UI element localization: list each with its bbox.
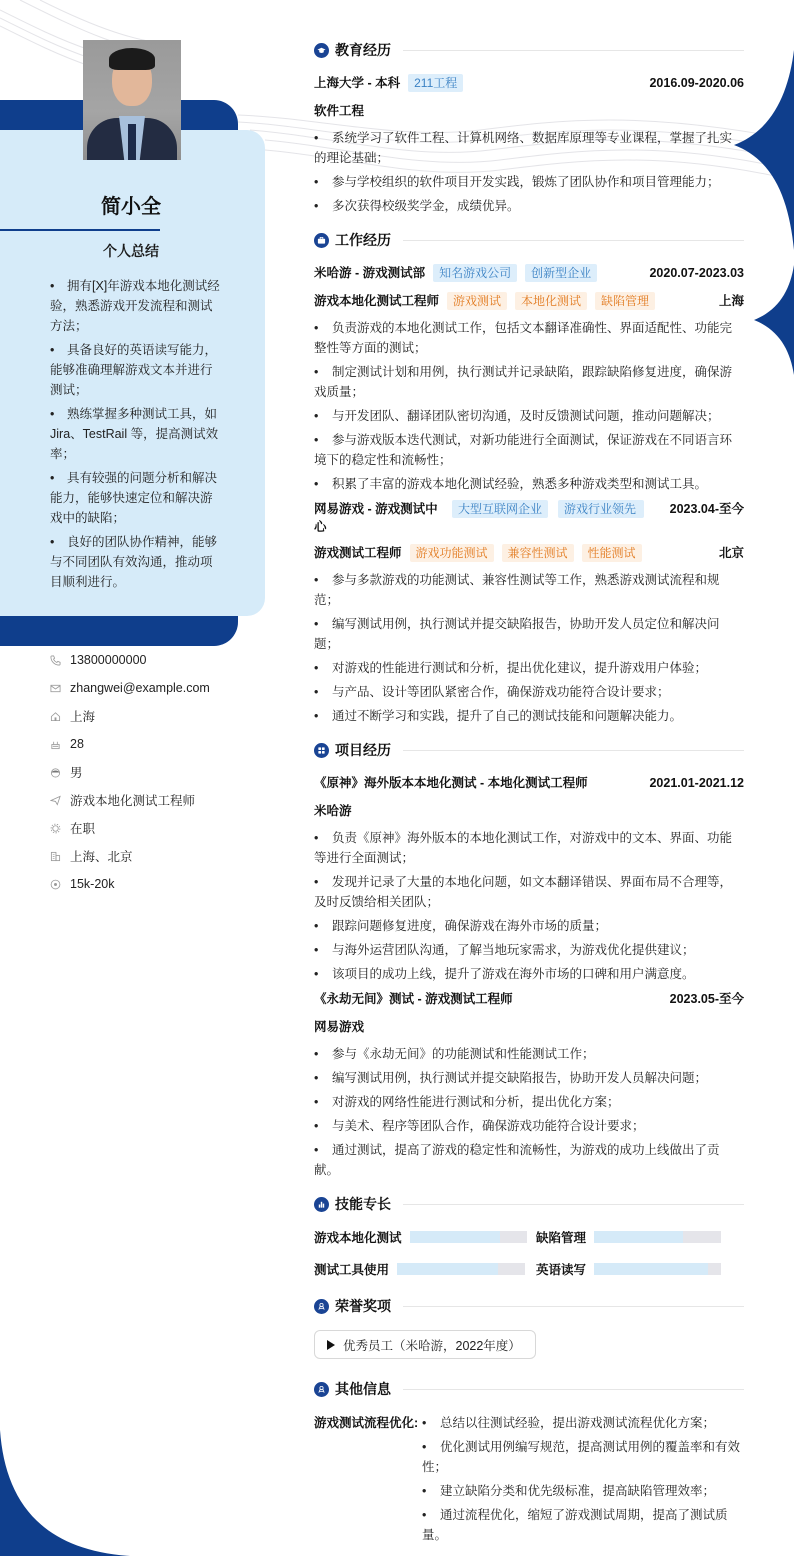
project-item bbox=[314, 990, 744, 1180]
section-rule bbox=[403, 1389, 744, 1390]
project-date: 2021.01-2021.12 bbox=[649, 776, 744, 790]
skill-label: 缺陷管理 bbox=[536, 1231, 587, 1245]
work-company-row bbox=[314, 264, 744, 282]
gear-icon bbox=[50, 823, 70, 834]
skill-item bbox=[314, 1260, 536, 1278]
contact-target-city bbox=[50, 842, 210, 870]
contact-value: zhangwei@example.com bbox=[70, 681, 210, 695]
briefcase-icon bbox=[314, 233, 329, 248]
work-bullets bbox=[314, 570, 744, 726]
list-item: • 建立缺陷分类和优先级标准，提高缺陷管理效率； bbox=[422, 1481, 744, 1501]
list-item: • 发现并记录了大量的本地化问题，如文本翻译错误、界面布局不合理等，及时反馈给相关团队； bbox=[314, 872, 744, 912]
contact-salary bbox=[50, 870, 210, 898]
list-item: • 负责游戏的本地化测试工作，包括文本翻译准确性、界面适配性、功能完整性等方面的测试； bbox=[314, 318, 744, 358]
skill-item bbox=[536, 1260, 744, 1278]
salary-icon bbox=[50, 879, 70, 890]
section-title: 荣誉奖项 bbox=[335, 1298, 391, 1314]
summary-list bbox=[50, 276, 220, 596]
section-header bbox=[314, 1296, 744, 1316]
name-divider bbox=[0, 229, 160, 231]
list-item: • 与产品、设计等团队紧密合作，确保游戏功能符合设计要求； bbox=[314, 682, 744, 702]
list-item: • 参与多款游戏的功能测试、兼容性测试等工作，熟悉游戏测试流程和规范； bbox=[314, 570, 744, 610]
list-item: • 制定测试计划和用例，执行测试并记录缺陷，跟踪缺陷修复进度，确保游戏质量； bbox=[314, 362, 744, 402]
role-tag: 游戏测试 bbox=[447, 292, 507, 310]
skill-label: 游戏本地化测试 bbox=[314, 1231, 402, 1245]
list-item: • 对游戏的网络性能进行测试和分析，提出优化方案； bbox=[314, 1092, 744, 1112]
role-tag: 兼容性测试 bbox=[502, 544, 574, 562]
work-item bbox=[314, 500, 744, 726]
company-tag: 游戏行业领先 bbox=[558, 500, 644, 518]
skill-item bbox=[536, 1228, 744, 1246]
contact-value: 15k-20k bbox=[70, 877, 115, 891]
decorative-bottom-left-wave bbox=[0, 1430, 130, 1556]
contact-value: 上海、北京 bbox=[70, 850, 133, 864]
other-bullets bbox=[422, 1413, 744, 1549]
work-item bbox=[314, 264, 744, 494]
mail-icon bbox=[50, 683, 70, 694]
list-item: • 总结以往测试经验，提出游戏测试流程优化方案； bbox=[422, 1413, 744, 1433]
phone-icon bbox=[50, 655, 70, 666]
info-badge-icon bbox=[314, 1382, 329, 1397]
work-company-row bbox=[314, 500, 744, 536]
gender-icon bbox=[50, 767, 70, 778]
list-item: • 与开发团队、翻译团队密切沟通，及时反馈测试问题，推动问题解决； bbox=[314, 406, 744, 426]
graduation-cap-icon bbox=[314, 43, 329, 58]
work-bullets bbox=[314, 318, 744, 494]
section-title: 其他信息 bbox=[335, 1381, 391, 1397]
list-item: • 参与《永劫无间》的功能测试和性能测试工作； bbox=[314, 1044, 744, 1064]
skill-bar-fill bbox=[410, 1231, 500, 1243]
awards-section bbox=[314, 1296, 744, 1379]
list-item: • 编写测试用例，执行测试并提交缺陷报告，协助开发人员定位和解决问题； bbox=[314, 614, 744, 654]
project-bullets bbox=[314, 828, 744, 984]
contact-value: 28 bbox=[70, 737, 84, 751]
section-rule bbox=[403, 1306, 744, 1307]
grid-icon bbox=[314, 743, 329, 758]
project-bullets bbox=[314, 1044, 744, 1180]
main-content bbox=[314, 40, 744, 1549]
section-header bbox=[314, 740, 744, 760]
list-item: • 通过不断学习和实践，提升了自己的测试技能和问题解决能力。 bbox=[314, 706, 744, 726]
contact-age bbox=[50, 730, 210, 758]
section-header bbox=[314, 40, 744, 60]
section-rule bbox=[403, 50, 744, 51]
avatar bbox=[83, 40, 181, 160]
contact-city bbox=[50, 702, 210, 730]
section-title: 技能专长 bbox=[335, 1196, 391, 1212]
list-item: • 跟踪问题修复进度，确保游戏在海外市场的质量； bbox=[314, 916, 744, 936]
work-city: 上海 bbox=[718, 294, 744, 308]
home-icon bbox=[50, 711, 70, 722]
project-org: 米哈游 bbox=[314, 804, 352, 818]
contact-value: 上海 bbox=[70, 710, 96, 724]
project-item bbox=[314, 774, 744, 984]
skill-bar bbox=[594, 1231, 721, 1243]
role-tag: 本地化测试 bbox=[515, 292, 587, 310]
summary-item: • 拥有[X]年游戏本地化测试经验，熟悉游戏开发流程和测试方法； bbox=[50, 276, 220, 336]
play-triangle-icon bbox=[327, 1340, 335, 1350]
work-role-row bbox=[314, 544, 744, 562]
summary-item: • 具有较强的问题分析和解决能力，能够快速定位和解决游戏中的缺陷； bbox=[50, 468, 220, 528]
contact-status bbox=[50, 814, 210, 842]
skill-item bbox=[314, 1228, 536, 1246]
other-label: 游戏测试流程优化: bbox=[314, 1416, 419, 1430]
contact-phone bbox=[50, 646, 210, 674]
section-rule bbox=[403, 240, 744, 241]
school-tag: 211工程 bbox=[408, 74, 463, 92]
role-tag: 性能测试 bbox=[582, 544, 642, 562]
list-item: • 通过测试，提高了游戏的稳定性和流畅性，为游戏的成功上线做出了贡献。 bbox=[314, 1140, 744, 1180]
project-date: 2023.05-至今 bbox=[669, 992, 744, 1006]
summary-item: • 具备良好的英语读写能力，能够准确理解游戏文本并进行测试； bbox=[50, 340, 220, 400]
work-date: 2020.07-2023.03 bbox=[649, 266, 744, 280]
section-title: 教育经历 bbox=[335, 42, 391, 58]
contact-gender bbox=[50, 758, 210, 786]
list-item: • 编写测试用例，执行测试并提交缺陷报告，协助开发人员解决问题； bbox=[314, 1068, 744, 1088]
send-icon bbox=[50, 795, 70, 806]
section-header bbox=[314, 1379, 744, 1399]
company-name: 网易游戏 - 游戏测试中心 bbox=[314, 502, 438, 534]
bar-chart-icon bbox=[314, 1197, 329, 1212]
project-name: 《永劫无间》测试 - 游戏测试工程师 bbox=[314, 992, 513, 1006]
skill-bar-fill bbox=[594, 1231, 683, 1243]
project-org: 网易游戏 bbox=[314, 1020, 365, 1034]
summary-item: • 熟练掌握多种测试工具，如 Jira、TestRail 等，提高测试效率； bbox=[50, 404, 220, 464]
other-info-row bbox=[314, 1413, 744, 1549]
work-city: 北京 bbox=[718, 546, 744, 560]
building-icon bbox=[50, 851, 70, 862]
contact-email bbox=[50, 674, 210, 702]
award-label: 优秀员工（米哈游，2022年度） bbox=[343, 1338, 521, 1353]
section-title: 项目经历 bbox=[335, 742, 391, 758]
work-section bbox=[314, 230, 744, 726]
contact-value: 游戏本地化测试工程师 bbox=[70, 794, 196, 808]
project-header-row bbox=[314, 990, 744, 1008]
list-item: • 与美术、程序等团队合作，确保游戏功能符合设计要求； bbox=[314, 1116, 744, 1136]
school-name: 上海大学 - 本科 bbox=[314, 76, 401, 90]
contact-value: 在职 bbox=[70, 822, 96, 836]
projects-section bbox=[314, 740, 744, 1180]
role-name: 游戏本地化测试工程师 bbox=[314, 294, 440, 308]
company-tag: 大型互联网企业 bbox=[452, 500, 548, 518]
summary-title: 个人总结 bbox=[103, 243, 159, 259]
company-tag: 创新型企业 bbox=[525, 264, 597, 282]
skills-section bbox=[314, 1194, 744, 1278]
project-name: 《原神》海外版本本地化测试 - 本地化测试工程师 bbox=[314, 776, 588, 790]
work-date: 2023.04-至今 bbox=[669, 502, 744, 516]
list-item: • 对游戏的性能进行测试和分析，提出优化建议，提升游戏用户体验； bbox=[314, 658, 744, 678]
list-item: • 该项目的成功上线，提升了游戏在海外市场的口碑和用户满意度。 bbox=[314, 964, 744, 984]
award-icon bbox=[314, 1299, 329, 1314]
role-name: 游戏测试工程师 bbox=[314, 546, 402, 560]
project-header-row bbox=[314, 774, 744, 792]
education-section bbox=[314, 40, 744, 216]
skill-bar-fill bbox=[594, 1263, 708, 1275]
age-icon bbox=[50, 739, 70, 750]
section-header bbox=[314, 1194, 744, 1214]
list-item: • 参与学校组织的软件项目开发实践，锻炼了团队协作和项目管理能力； bbox=[314, 172, 744, 192]
education-date: 2016.09-2020.06 bbox=[649, 76, 744, 90]
contact-value: 13800000000 bbox=[70, 653, 147, 667]
contact-position bbox=[50, 786, 210, 814]
list-item: • 多次获得校级奖学金，成绩优异。 bbox=[314, 196, 744, 216]
list-item: • 通过流程优化，缩短了游戏测试周期，提高了测试质量。 bbox=[422, 1505, 744, 1545]
section-title: 工作经历 bbox=[335, 232, 391, 248]
major: 软件工程 bbox=[314, 104, 365, 118]
list-item: • 积累了丰富的游戏本地化测试经验，熟悉多种游戏类型和测试工具。 bbox=[314, 474, 744, 494]
skill-bar bbox=[594, 1263, 721, 1275]
section-rule bbox=[403, 750, 744, 751]
work-role-row bbox=[314, 292, 744, 310]
list-item: • 负责《原神》海外版本的本地化测试工作，对游戏中的文本、界面、功能等进行全面测试； bbox=[314, 828, 744, 868]
candidate-name: 简小全 bbox=[101, 196, 161, 218]
list-item: • 与海外运营团队沟通，了解当地玩家需求，为游戏优化提供建议； bbox=[314, 940, 744, 960]
contact-value: 男 bbox=[70, 766, 83, 780]
skill-grid bbox=[314, 1228, 744, 1278]
list-item: • 参与游戏版本迭代测试，对新功能进行全面测试，保证游戏在不同语言环境下的稳定性和流畅性； bbox=[314, 430, 744, 470]
other-section bbox=[314, 1379, 744, 1549]
list-item: • 优化测试用例编写规范，提高测试用例的覆盖率和有效性； bbox=[422, 1437, 744, 1477]
award-item[interactable] bbox=[314, 1330, 536, 1359]
list-item: • 系统学习了软件工程、计算机网络、数据库原理等专业课程，掌握了扎实的理论基础； bbox=[314, 128, 744, 168]
role-tag: 游戏功能测试 bbox=[410, 544, 494, 562]
contact-list bbox=[50, 646, 210, 898]
decorative-right-wave-small bbox=[754, 265, 794, 375]
company-tag: 知名游戏公司 bbox=[433, 264, 517, 282]
section-rule bbox=[403, 1204, 744, 1205]
skill-bar bbox=[410, 1231, 527, 1243]
skill-label: 测试工具使用 bbox=[314, 1263, 390, 1277]
summary-item: • 良好的团队协作精神，能够与不同团队有效沟通，推动项目顺利进行。 bbox=[50, 532, 220, 592]
skill-bar-fill bbox=[397, 1263, 498, 1275]
company-name: 米哈游 - 游戏测试部 bbox=[314, 266, 426, 280]
education-bullets bbox=[314, 128, 744, 216]
role-tag: 缺陷管理 bbox=[595, 292, 655, 310]
section-header bbox=[314, 230, 744, 250]
skill-bar bbox=[397, 1263, 525, 1275]
skill-label: 英语读写 bbox=[536, 1263, 587, 1277]
education-header-row bbox=[314, 74, 744, 92]
